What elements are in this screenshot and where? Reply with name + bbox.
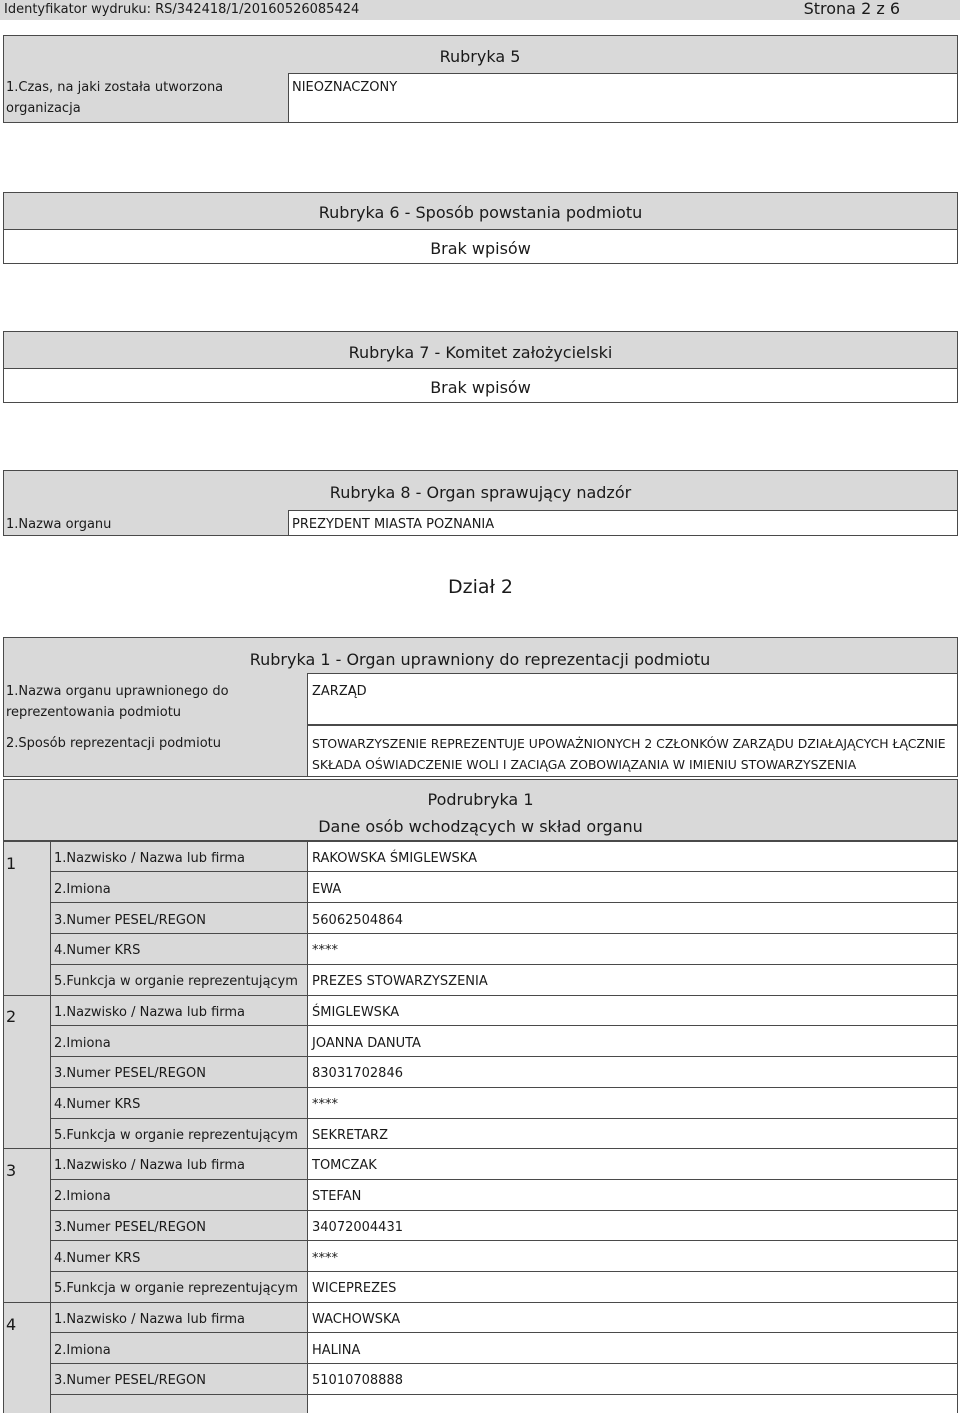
person-2-krs-label: 4.Numer KRS	[54, 1097, 141, 1112]
person-4-row-divider	[51, 1363, 958, 1364]
person-1-row-divider	[51, 871, 958, 872]
person-3-pesel-label: 3.Numer PESEL/REGON	[54, 1220, 206, 1235]
person-3-func: WICEPREZES	[312, 1281, 397, 1296]
person-3-krs-label: 4.Numer KRS	[54, 1251, 141, 1266]
person-3-divider	[3, 1148, 958, 1149]
person-1-names-label: 2.Imiona	[54, 882, 111, 897]
r8-value: PREZYDENT MIASTA POZNANIA	[292, 517, 495, 532]
r6-empty: Brak wpisów	[430, 239, 531, 258]
person-2-row-divider	[51, 1025, 958, 1026]
r6-title: Rubryka 6 - Sposób powstania podmiotu	[318, 203, 643, 222]
person-2-krs: ****	[312, 1097, 338, 1112]
person-2-func-label: 5.Funkcja w organie reprezentującym	[54, 1128, 298, 1143]
person-1-surname: RAKOWSKA ŚMIGLEWSKA	[312, 851, 478, 866]
print-id: Identyfikator wydruku: RS/342418/1/20160526085424	[4, 2, 360, 17]
person-1-krs-label: 4.Numer KRS	[54, 943, 141, 958]
r7-title: Rubryka 7 - Komitet założycielski	[348, 343, 613, 362]
person-3-names: STEFAN	[312, 1189, 362, 1204]
person-2-row-divider	[51, 1056, 958, 1057]
person-3-row-divider	[51, 1179, 958, 1180]
d2r1-value1: ZARZĄD	[312, 684, 367, 699]
person-1-names: EWA	[312, 882, 342, 897]
persons-left-border	[3, 841, 4, 1413]
person-4-names: HALINA	[312, 1343, 361, 1358]
sub-title: Podrubryka 1	[427, 790, 534, 809]
person-2-row-divider	[51, 1087, 958, 1088]
person-3-surname-label: 1.Nazwisko / Nazwa lub firma	[54, 1158, 246, 1173]
person-1-row-divider	[51, 902, 958, 903]
r5-value: NIEOZNACZONY	[292, 80, 398, 95]
person-4-names-label: 2.Imiona	[54, 1343, 111, 1358]
person-4-surname: WACHOWSKA	[312, 1312, 401, 1327]
person-1-krs: ****	[312, 943, 338, 958]
d2r1-label1: 1.Nazwa organu uprawnionego do reprezentowania podmiotu	[6, 684, 229, 720]
person-1-pesel: 56062504864	[312, 913, 403, 928]
person-4-surname-label: 1.Nazwisko / Nazwa lub firma	[54, 1312, 246, 1327]
person-3-pesel: 34072004431	[312, 1220, 403, 1235]
person-2-pesel-label: 3.Numer PESEL/REGON	[54, 1066, 206, 1081]
person-1-divider	[3, 841, 958, 842]
person-4-divider	[3, 1302, 958, 1303]
section-title: Dział 2	[447, 576, 514, 598]
person-3-func-label: 5.Funkcja w organie reprezentującym	[54, 1281, 298, 1296]
r8-title: Rubryka 8 - Organ sprawujący nadzór	[329, 483, 632, 502]
person-3-surname: TOMCZAK	[312, 1158, 377, 1173]
person-1-surname-label: 1.Nazwisko / Nazwa lub firma	[54, 851, 246, 866]
person-1-pesel-label: 3.Numer PESEL/REGON	[54, 913, 206, 928]
person-4-row-divider	[51, 1332, 958, 1333]
person-1-func: PREZES STOWARZYSZENIA	[312, 974, 488, 989]
person-1-func-label: 5.Funkcja w organie reprezentującym	[54, 974, 298, 989]
person-3-krs: ****	[312, 1251, 338, 1266]
person-1-row-divider	[51, 933, 958, 934]
r5-title: Rubryka 5	[439, 47, 521, 66]
person-3-row-divider	[51, 1210, 958, 1211]
d2r1-label2: 2.Sposób reprezentacji podmiotu	[6, 736, 221, 751]
person-1-row-divider	[51, 964, 958, 965]
person-4-row-divider	[51, 1394, 958, 1395]
d2r1-value2: STOWARZYSZENIE REPREZENTUJE UPOWAŻNIONYCH 2 CZŁONKÓW ZARZĄDU DZIAŁAJĄCYCH ŁĄCZNIE SKŁADA OŚWIADCZENIE WOLI I ZACIĄGA ZOBOWIĄZANIA W IMIENIU STOWARZYSZENIA	[312, 736, 946, 772]
person-2-number: 2	[6, 1007, 17, 1026]
r7-empty: Brak wpisów	[430, 378, 531, 397]
person-3-number: 3	[6, 1161, 17, 1180]
page-number: Strona 2 z 6	[803, 0, 900, 18]
person-2-names-label: 2.Imiona	[54, 1036, 111, 1051]
person-2-func: SEKRETARZ	[312, 1128, 389, 1143]
d2r1-title: Rubryka 1 - Organ uprawniony do reprezentacji podmiotu	[249, 650, 711, 669]
sub-subtitle: Dane osób wchodzących w skład organu	[318, 817, 643, 836]
r5-label: 1.Czas, na jaki została utworzona organizacja	[6, 80, 224, 116]
person-2-pesel: 83031702846	[312, 1066, 403, 1081]
person-2-divider	[3, 995, 958, 996]
person-2-names: JOANNA DANUTA	[312, 1036, 421, 1051]
person-3-names-label: 2.Imiona	[54, 1189, 111, 1204]
person-4-pesel: 51010708888	[312, 1373, 403, 1388]
r8-label: 1.Nazwa organu	[6, 517, 112, 532]
person-1-number: 1	[6, 854, 17, 873]
person-2-row-divider	[51, 1118, 958, 1119]
person-2-surname: ŚMIGLEWSKA	[312, 1005, 400, 1020]
person-2-surname-label: 1.Nazwisko / Nazwa lub firma	[54, 1005, 246, 1020]
person-3-row-divider	[51, 1271, 958, 1272]
person-4-number: 4	[6, 1315, 17, 1334]
d2r1-value1-cell	[307, 673, 958, 725]
person-3-row-divider	[51, 1240, 958, 1241]
person-4-pesel-label: 3.Numer PESEL/REGON	[54, 1373, 206, 1388]
